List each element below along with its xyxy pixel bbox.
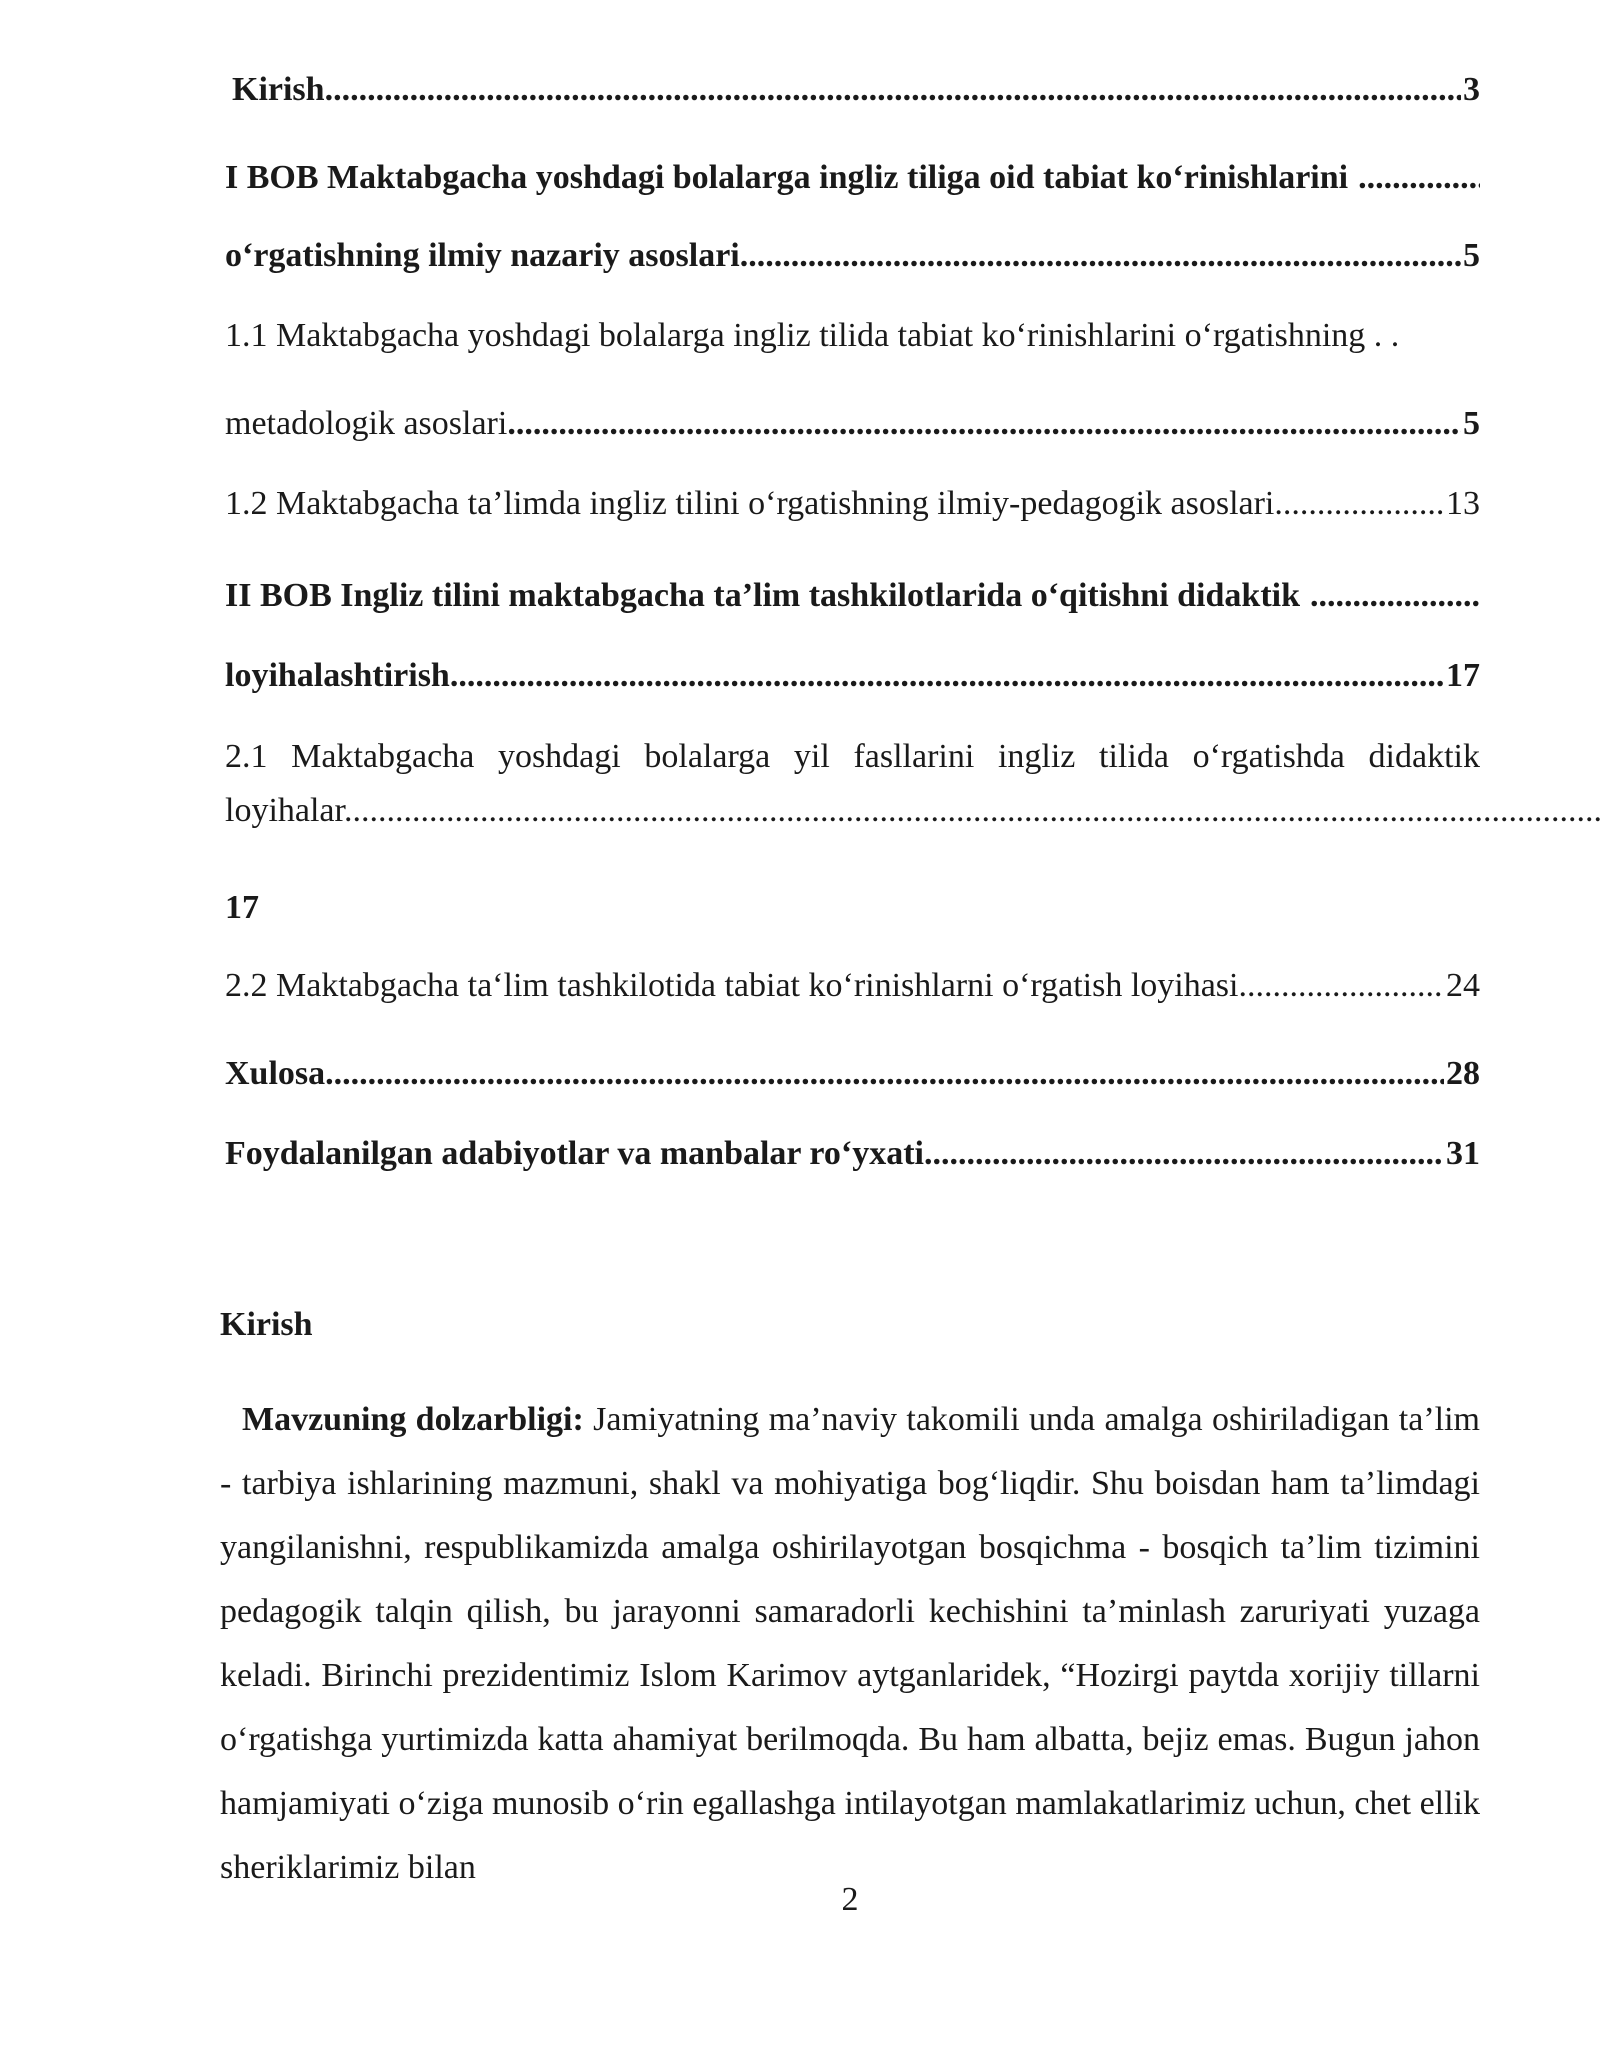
toc-entry-title: Kirish	[232, 71, 325, 108]
toc-entry-page: 3	[1463, 71, 1480, 108]
toc-entry-page: 17	[225, 889, 259, 926]
toc-entry-title: 1.1 Maktabgacha yoshdagi bolalarga ingliz tilida tabiat ko‘rinishlarini o‘rgatishning . .	[225, 317, 1400, 354]
toc-dot-leader	[325, 1054, 1444, 1094]
toc-entry-section-1-1-cont[interactable]	[225, 404, 1480, 444]
toc-entry-chapter-2[interactable]	[225, 576, 1480, 616]
toc-entry-title: o‘rgatishning ilmiy nazariy asoslari	[225, 237, 740, 274]
toc-entry-page: 17	[1446, 657, 1480, 694]
toc-entry-page: 5	[1463, 405, 1480, 442]
toc-entry-title: metadologik asoslari	[225, 405, 508, 442]
toc-entry-section-2-1[interactable]	[225, 730, 1480, 838]
toc-dot-leader	[507, 404, 1461, 444]
toc-entry-title: I BOB Maktabgacha yoshdagi bolalarga ingliz tiliga oid tabiat ko‘rinishlarini	[225, 159, 1349, 196]
toc-dot-leader	[344, 792, 1600, 829]
toc-dot-leader	[325, 70, 1461, 110]
toc-entry-title: Foydalanilgan adabiyotlar va manbalar ro‘yxati	[225, 1135, 924, 1172]
toc-entry-title: II BOB Ingliz tilini maktabgacha ta’lim tashkilotlarida o‘qitishni didaktik	[225, 577, 1301, 614]
toc-dot-leader	[740, 236, 1461, 276]
toc-entry-title: 2.1 Maktabgacha yoshdagi bolalarga yil fasllarini ingliz tilida o‘rgatishda didaktik loyihalar	[225, 738, 1480, 829]
toc-dot-leader	[924, 1134, 1444, 1174]
toc-entry-chapter-2-cont[interactable]	[225, 656, 1480, 696]
paragraph-lead: Mavzuning dolzarbligi:	[242, 1401, 584, 1438]
toc-dot-leader	[450, 656, 1444, 696]
toc-dot-leader	[1274, 484, 1444, 524]
toc-entry-title: Xulosa	[225, 1055, 326, 1092]
toc-entry-xulosa[interactable]	[225, 1054, 1480, 1094]
toc-entry-kirish[interactable]	[232, 70, 1480, 110]
section-heading: Kirish	[220, 1306, 313, 1343]
toc-dot-leader	[1348, 158, 1480, 198]
toc-entry-title: 2.2 Maktabgacha ta‘lim tashkilotida tabiat ko‘rinishlarni o‘rgatish loyihasi	[225, 967, 1239, 1004]
toc-entry-section-1-1[interactable]	[225, 316, 1480, 356]
toc-entry-page: 5	[1463, 237, 1480, 274]
introduction-paragraph	[220, 1388, 1480, 1900]
toc-entry-section-1-2[interactable]	[225, 484, 1480, 524]
toc-entry-section-2-2[interactable]	[225, 966, 1480, 1006]
toc-entry-chapter-1[interactable]	[225, 158, 1480, 198]
toc-entry-page: 28	[1446, 1055, 1480, 1092]
toc-entry-chapter-1-cont[interactable]	[225, 236, 1480, 276]
paragraph-body: Jamiyatning ma’naviy takomili unda amalga oshiriladigan ta’lim - tarbiya ishlarining mazmuni, shakl va mohiyatiga bog‘liqdir. Shu boisdan ham ta’limdagi yangilanishni, respublikamizda amalga oshirilayotgan bosqichma - bosqich ta’lim tizimini pedagogik talqin qilish, bu jarayonni samaradorli kechishini ta’minlash zaruriyati yuzaga keladi. Birinchi prezidentimiz Islom Karimov aytganlaridek, “Hozirgi paytda xorijiy tillarni o‘rgatishga yurtimizda katta ahamiyat berilmoqda. Bu ham albatta, bejiz emas. Bugun jahon hamjamiyati o‘ziga munosib o‘rin egallashga intilayotgan mamlakatlarimiz uchun, chet ellik sheriklarimiz bilan	[220, 1401, 1480, 1886]
page-number: 2	[841, 1881, 859, 1918]
toc-entry-page: 31	[1446, 1135, 1480, 1172]
toc-dot-leader	[1300, 576, 1480, 616]
toc-entry-title: 1.2 Maktabgacha ta’limda ingliz tilini o‘rgatishning ilmiy-pedagogik asoslari	[225, 485, 1275, 522]
toc-entry-title: loyihalashtirish	[225, 657, 450, 694]
toc-entry-section-2-1-page	[225, 888, 1480, 928]
toc-entry-page: 13	[1446, 485, 1480, 522]
toc-entry-page: 24	[1446, 967, 1480, 1004]
toc-dot-leader	[1238, 966, 1444, 1006]
toc-entry-references[interactable]	[225, 1134, 1480, 1174]
